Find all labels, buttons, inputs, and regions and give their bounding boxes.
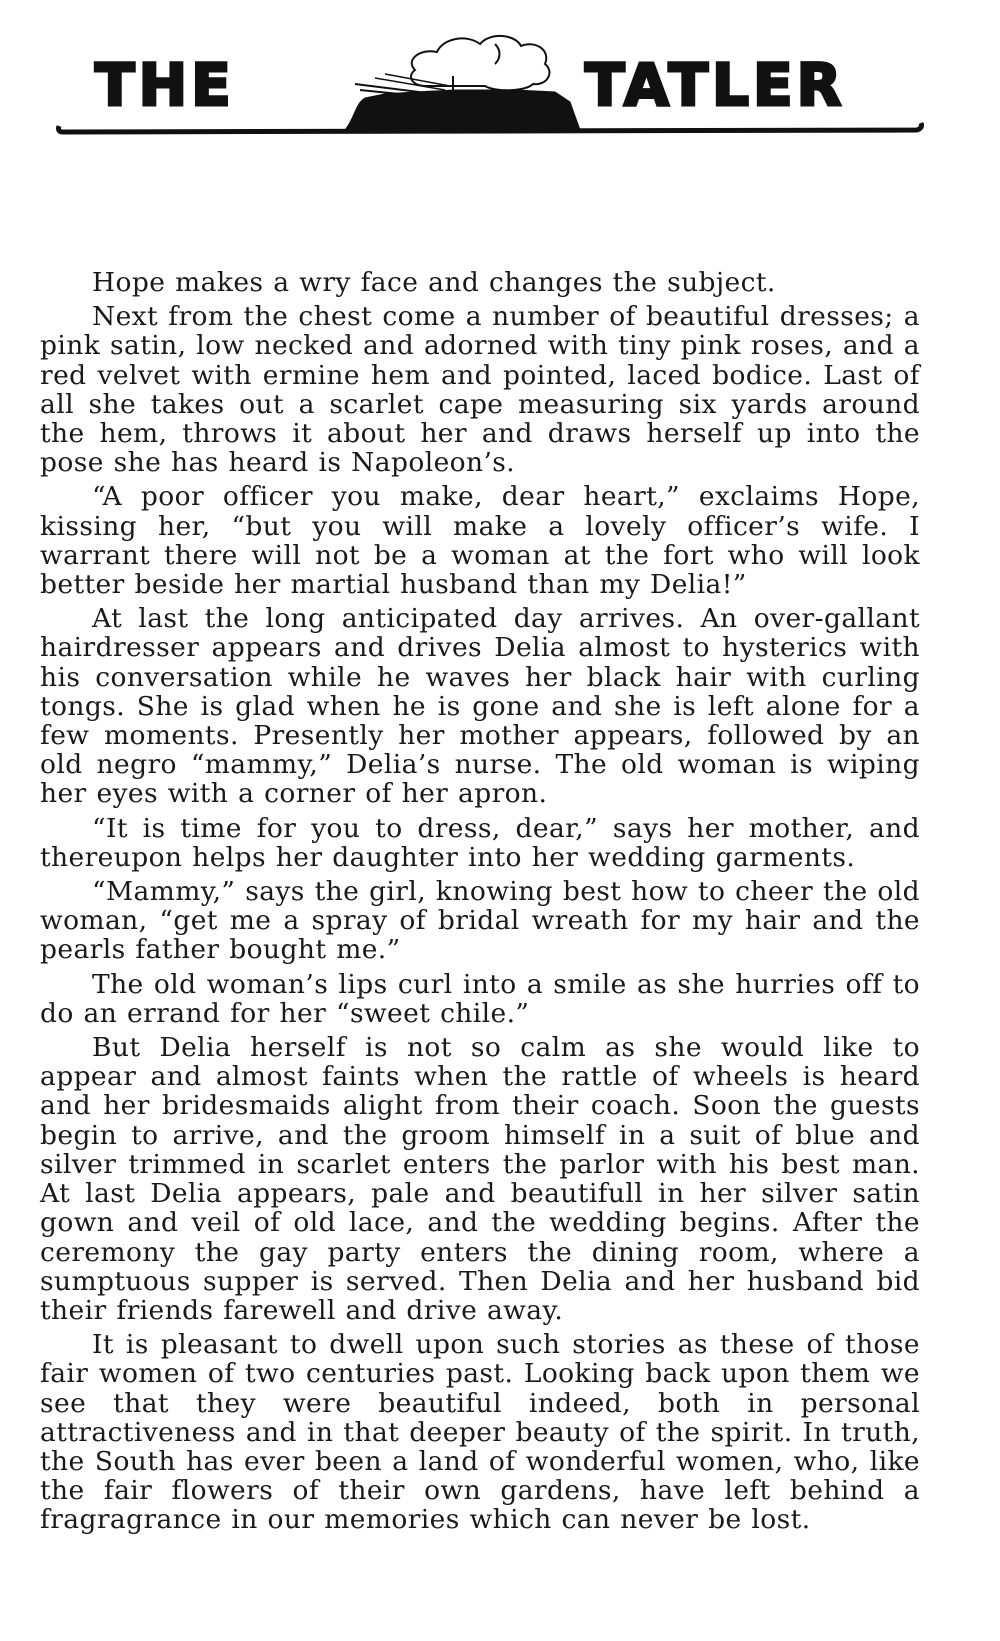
paragraph: But Delia herself is not so calm as she would like to appear and almost faints when the rattle of wheels is heard and her bridesmaids alight from their coach. Soon the guests begin to arrive, and the groom himself in a suit of blue and silver trimmed in scarlet enters the parlor with his best man. At last Delia appears, pale and beautifull in her silver satin gown and veil of old lace, and the wedding begins. After the ceremony the gay party enters the dining room, where a sumptuous supper is served. Then Delia and her husband bid their friends farewell and drive away. xyxy=(40,1032,920,1326)
paragraph: The old woman’s lips curl into a smile as she hurries off to do an errand for her “sweet chile.” xyxy=(40,968,920,1029)
paragraph: Next from the chest come a number of beautiful dresses; a pink satin, low necked and adorned with tiny pink roses, and a red velvet with ermine hem and pointed, laced bodice. Last of all she takes out a scarlet cape measuring six yards around the hem, throws it about her and draws herself up into the pose she has heard is Napoleon’s. xyxy=(40,301,920,479)
paragraph: “A poor officer you make, dear heart,” exclaims Hope, kissing her, “but you will make a lovely officer’s wife. I warrant there will not be a woman at the fort who will look better beside her martial husband than my Delia!” xyxy=(40,481,920,601)
masthead xyxy=(55,20,925,140)
article-body xyxy=(40,268,920,1535)
paragraph: Hope makes a wry face and changes the subject. xyxy=(92,267,776,298)
paragraph: It is pleasant to dwell upon such stories as these of those fair women of two centuries past. Looking back upon them we see that they were beautiful indeed, both in personal attractiveness and in that deeper beauty of the spirit. In truth, the South has ever been a land of wonderful women, who, like the fair flowers of their own gardens, have left behind a fragragrance in our memories which can never be lost. xyxy=(40,1329,920,1536)
paragraph: “It is time for you to dress, dear,” says her mother, and thereupon helps her daughter into her wedding garments. xyxy=(40,812,920,873)
masthead-word-left: THE xyxy=(95,51,235,119)
masthead-graphic xyxy=(55,20,925,140)
masthead-word-right: TATLER xyxy=(585,51,846,119)
paragraph: At last the long anticipated day arrives. An over-gallant hairdresser appears and drives Delia almost to hysterics with his conversation while he waves her black hair with curling tongs. She is glad when he is gone and she is left alone for a few moments. Presently her mother appears, followed by an old negro “mammy,” Delia’s nurse. The old woman is wiping her eyes with a corner of her apron. xyxy=(40,603,920,810)
paragraph: “Mammy,” says the girl, knowing best how to cheer the old woman, “get me a spray of bridal wreath for my hair and the pearls father bought me.” xyxy=(40,876,920,966)
